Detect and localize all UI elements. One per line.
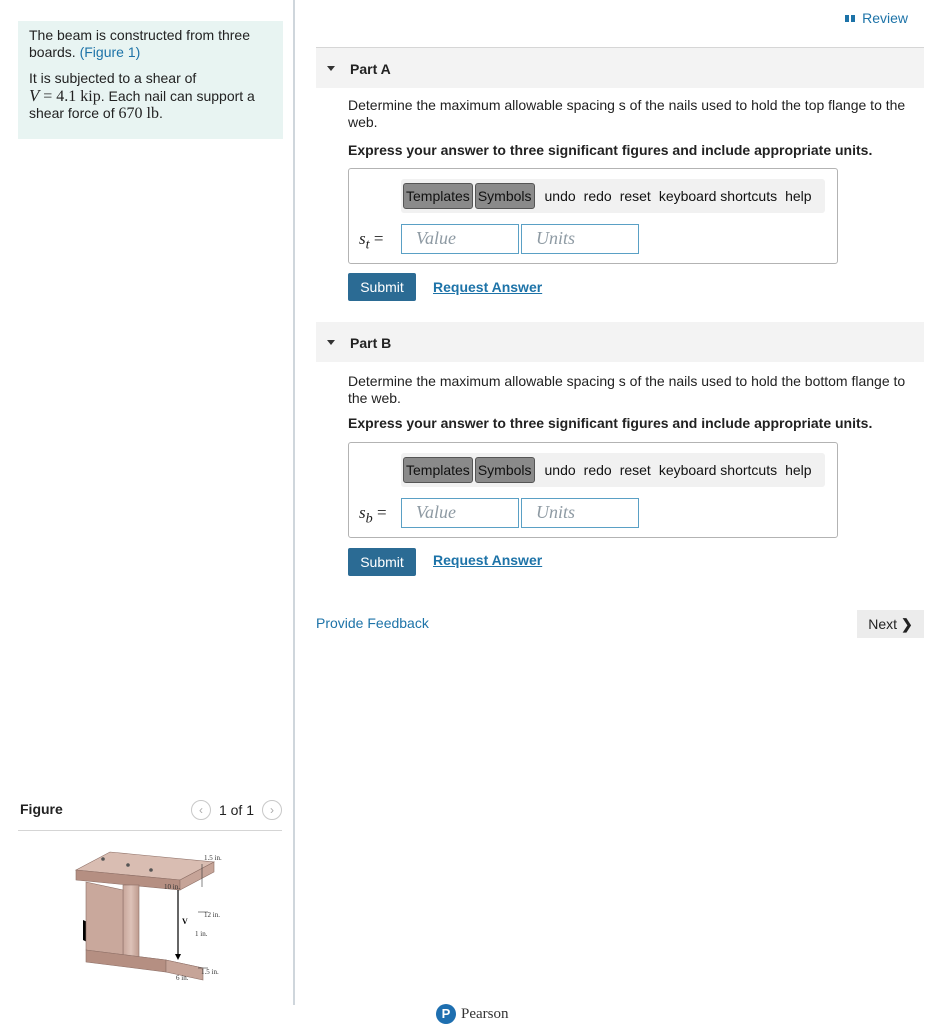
review-label: Review	[862, 10, 908, 26]
undo-button[interactable]: undo	[544, 188, 576, 204]
brand-name: Pearson	[461, 1005, 509, 1022]
problem-text-end: .	[158, 105, 163, 121]
part-b-request-answer[interactable]: Request Answer	[433, 552, 543, 568]
next-label: Next	[868, 616, 898, 632]
part-b-instruction: Express your answer to three significant figures and include appropriate units.	[348, 415, 873, 431]
part-a-request-answer[interactable]: Request Answer	[433, 279, 543, 295]
label-width: 6 in.	[176, 974, 189, 982]
label-nail-spacing: 10 in.	[164, 883, 180, 891]
collapse-caret-icon	[327, 66, 335, 71]
part-a-answer-box	[348, 168, 838, 264]
pearson-icon: P	[436, 1004, 456, 1024]
shear-symbol: V	[29, 86, 40, 105]
part-a-instruction: Express your answer to three significant figures and include appropriate units.	[348, 142, 873, 158]
keyboard-shortcuts-button[interactable]: keyboard shortcuts	[658, 462, 778, 478]
problem-text-1: The beam is constructed from three boards.	[29, 27, 250, 60]
beam-figure[interactable]	[68, 840, 238, 988]
value-input[interactable]: Value	[401, 224, 519, 254]
part-a-header[interactable]	[316, 48, 924, 88]
shear-value: = 4.1 kip	[43, 88, 101, 105]
review-link[interactable]	[845, 10, 908, 26]
math-toolbar	[401, 179, 825, 213]
symbols-button[interactable]: Symbols	[475, 457, 535, 483]
part-b-answer-box	[348, 442, 838, 538]
reset-button[interactable]: reset	[619, 462, 651, 478]
math-toolbar	[401, 453, 825, 487]
undo-button[interactable]: undo	[544, 462, 576, 478]
help-button[interactable]: help	[785, 188, 812, 204]
figure-pager	[191, 800, 282, 820]
part-b-submit-button[interactable]: Submit	[348, 548, 416, 576]
review-icon	[845, 15, 855, 22]
part-b-question: Determine the maximum allowable spacing s of the nails used to hold the bottom flange to the web.	[348, 373, 906, 406]
label-web-thickness: 1 in.	[195, 930, 208, 938]
force-value: 670 lb	[118, 105, 159, 122]
problem-text-3: . Each nail can support a shear force of	[29, 88, 255, 121]
next-button[interactable]	[857, 610, 924, 638]
pearson-logo	[436, 1004, 509, 1024]
part-b-title: Part B	[350, 335, 392, 351]
part-a-question: Determine the maximum allowable spacing s of the nails used to hold the top flange to the web.	[348, 97, 906, 130]
problem-text-2: It is subjected to a shear of	[29, 70, 197, 86]
chevron-right-icon: ❯	[900, 616, 913, 632]
keyboard-shortcuts-button[interactable]: keyboard shortcuts	[658, 188, 778, 204]
label-shear: V	[182, 917, 188, 926]
part-a-variable: $s_t$ =	[359, 229, 384, 253]
label-bottom-flange: 1.5 in.	[201, 968, 219, 976]
prev-figure-button[interactable]: ‹	[191, 800, 211, 820]
label-top-flange: 1.5 in.	[204, 854, 222, 862]
units-input[interactable]: Units	[521, 498, 639, 528]
part-b-variable: $s_b$ =	[359, 503, 387, 527]
templates-button[interactable]: Templates	[403, 457, 473, 483]
provide-feedback-link[interactable]: Provide Feedback	[316, 615, 429, 631]
templates-button[interactable]: Templates	[403, 183, 473, 209]
pager-text: 1 of 1	[218, 802, 254, 818]
value-input[interactable]: Value	[401, 498, 519, 528]
part-a-submit-button[interactable]: Submit	[348, 273, 416, 301]
collapse-caret-icon	[327, 340, 335, 345]
help-button[interactable]: help	[785, 462, 812, 478]
reset-button[interactable]: reset	[619, 188, 651, 204]
symbols-button[interactable]: Symbols	[475, 183, 535, 209]
units-input[interactable]: Units	[521, 224, 639, 254]
part-a-title: Part A	[350, 61, 391, 77]
problem-statement	[18, 21, 283, 139]
redo-button[interactable]: redo	[583, 462, 612, 478]
next-figure-button[interactable]: ›	[262, 800, 282, 820]
label-web-height: 12 in.	[204, 911, 220, 919]
redo-button[interactable]: redo	[583, 188, 612, 204]
figure-title: Figure	[20, 801, 63, 817]
part-b-header[interactable]	[316, 322, 924, 362]
figure-header	[18, 796, 282, 831]
left-panel	[0, 0, 295, 1005]
figure-link[interactable]: (Figure 1)	[79, 44, 141, 60]
